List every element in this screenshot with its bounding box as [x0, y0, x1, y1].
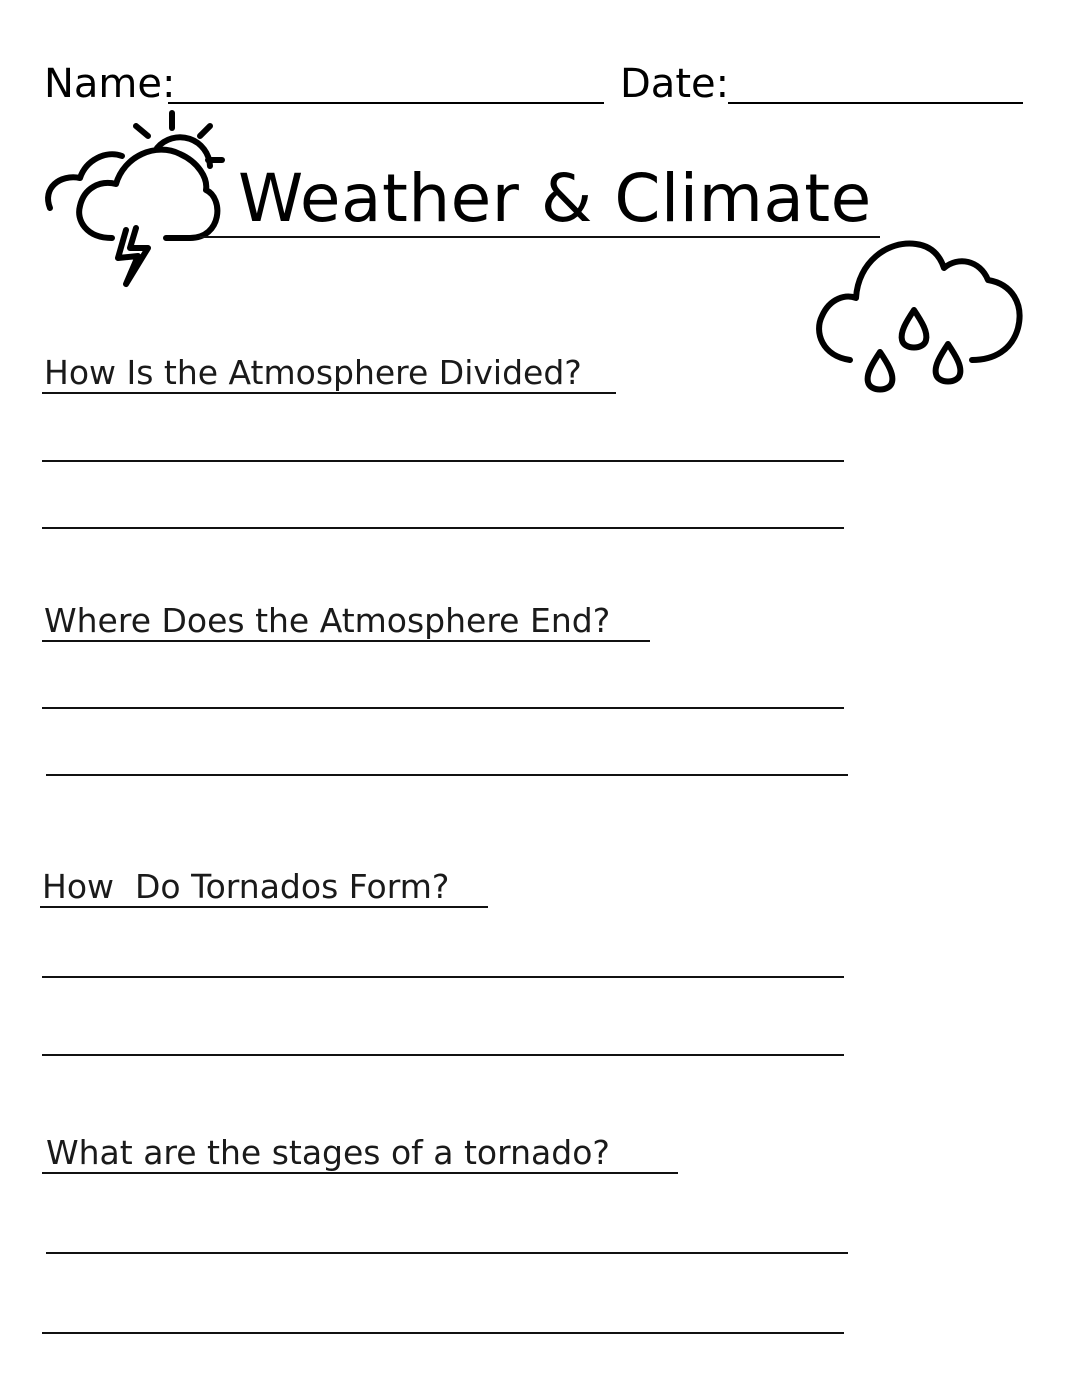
name-label: Name:: [44, 61, 176, 107]
name-blank-line[interactable]: [168, 102, 604, 104]
answer-line[interactable]: [42, 1332, 844, 1334]
question-1-underline: [42, 392, 616, 394]
rain-cloud-icon: [812, 232, 1027, 402]
storm-cloud-sun-icon: [40, 108, 230, 293]
title-underline: [200, 236, 880, 238]
date-label: Date:: [620, 61, 730, 107]
question-4-text: What are the stages of a tornado?: [46, 1133, 631, 1172]
question-3-text: How Do Tornados Form?: [42, 867, 471, 906]
question-3-underline: [40, 906, 488, 908]
answer-line[interactable]: [42, 976, 844, 978]
question-1-text: How Is the Atmosphere Divided?: [44, 353, 582, 392]
question-2-text: Where Does the Atmosphere End?: [44, 601, 621, 640]
answer-line[interactable]: [42, 527, 844, 529]
answer-line[interactable]: [46, 1252, 848, 1254]
answer-line[interactable]: [42, 1054, 844, 1056]
question-4-underline: [42, 1172, 678, 1174]
answer-line[interactable]: [42, 707, 844, 709]
question-2-underline: [42, 640, 650, 642]
answer-line[interactable]: [42, 460, 844, 462]
date-blank-line[interactable]: [728, 102, 1023, 104]
page-title: Weather & Climate: [238, 160, 872, 237]
answer-line[interactable]: [46, 774, 848, 776]
